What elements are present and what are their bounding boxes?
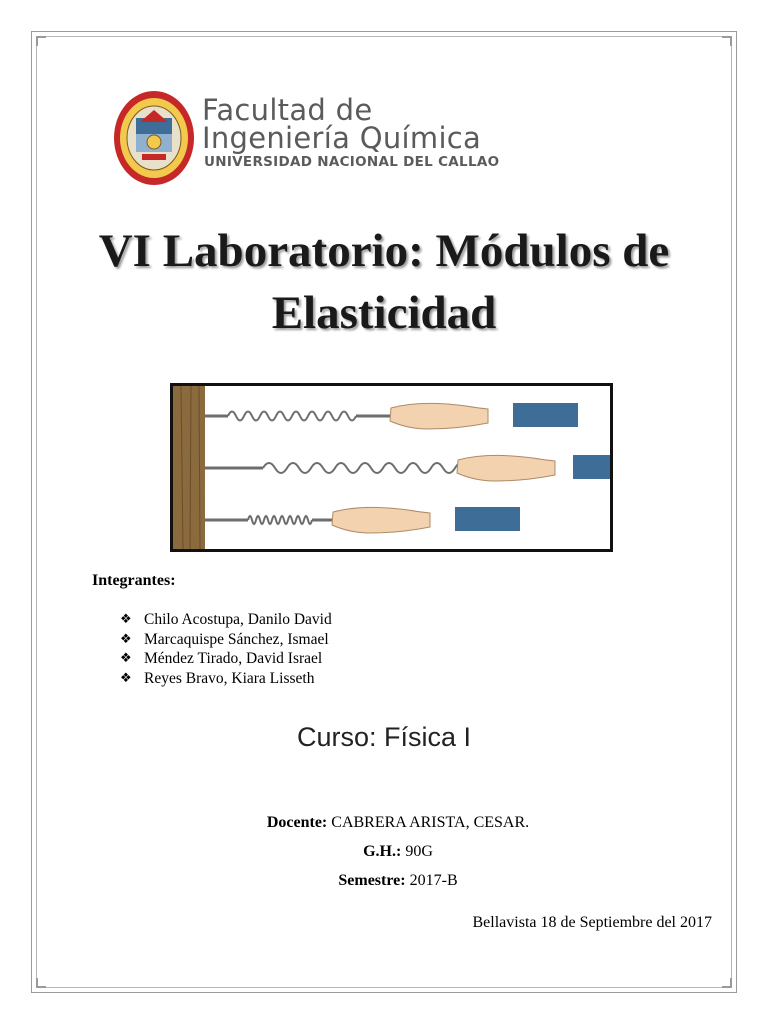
springs-illustration <box>170 383 613 552</box>
diamond-bullet-icon: ❖ <box>120 670 132 686</box>
diamond-bullet-icon: ❖ <box>120 631 132 647</box>
teacher-line: Docente: CABRERA ARISTA, CESAR. <box>266 814 530 831</box>
border-corner <box>36 978 46 988</box>
list-item: ❖ Chilo Acostupa, Danilo David <box>120 611 332 628</box>
list-item: ❖ Méndez Tirado, David Israel <box>120 650 323 667</box>
border-corner <box>36 36 46 46</box>
list-item: ❖ Marcaquispe Sánchez, Ismael <box>120 630 329 648</box>
border-corner <box>722 978 732 988</box>
group-line: G.H.: 90G <box>363 843 433 860</box>
document-title: VI Laboratorio: Módulos de Elasticidad <box>98 225 670 339</box>
semester-line: Semestre: 2017-B <box>338 872 458 889</box>
university-name: UNIVERSIDAD NACIONAL DEL CALLAO <box>204 154 500 170</box>
faculty-header <box>112 88 512 188</box>
faculty-seal-logo <box>112 88 196 188</box>
diamond-bullet-icon: ❖ <box>120 651 132 666</box>
date-line: Bellavista 18 de Septiembre del 2017 <box>472 914 712 931</box>
diamond-bullet-icon: ❖ <box>120 612 132 627</box>
faculty-name: Facultad de Ingeniería Química <box>202 93 482 155</box>
border-corner <box>722 36 732 46</box>
members-label: Integrantes: <box>92 572 176 589</box>
course-name: Curso: Física I <box>296 722 472 752</box>
members-list <box>120 610 332 688</box>
list-item: ❖ Reyes Bravo, Kiara Lisseth <box>120 669 315 687</box>
